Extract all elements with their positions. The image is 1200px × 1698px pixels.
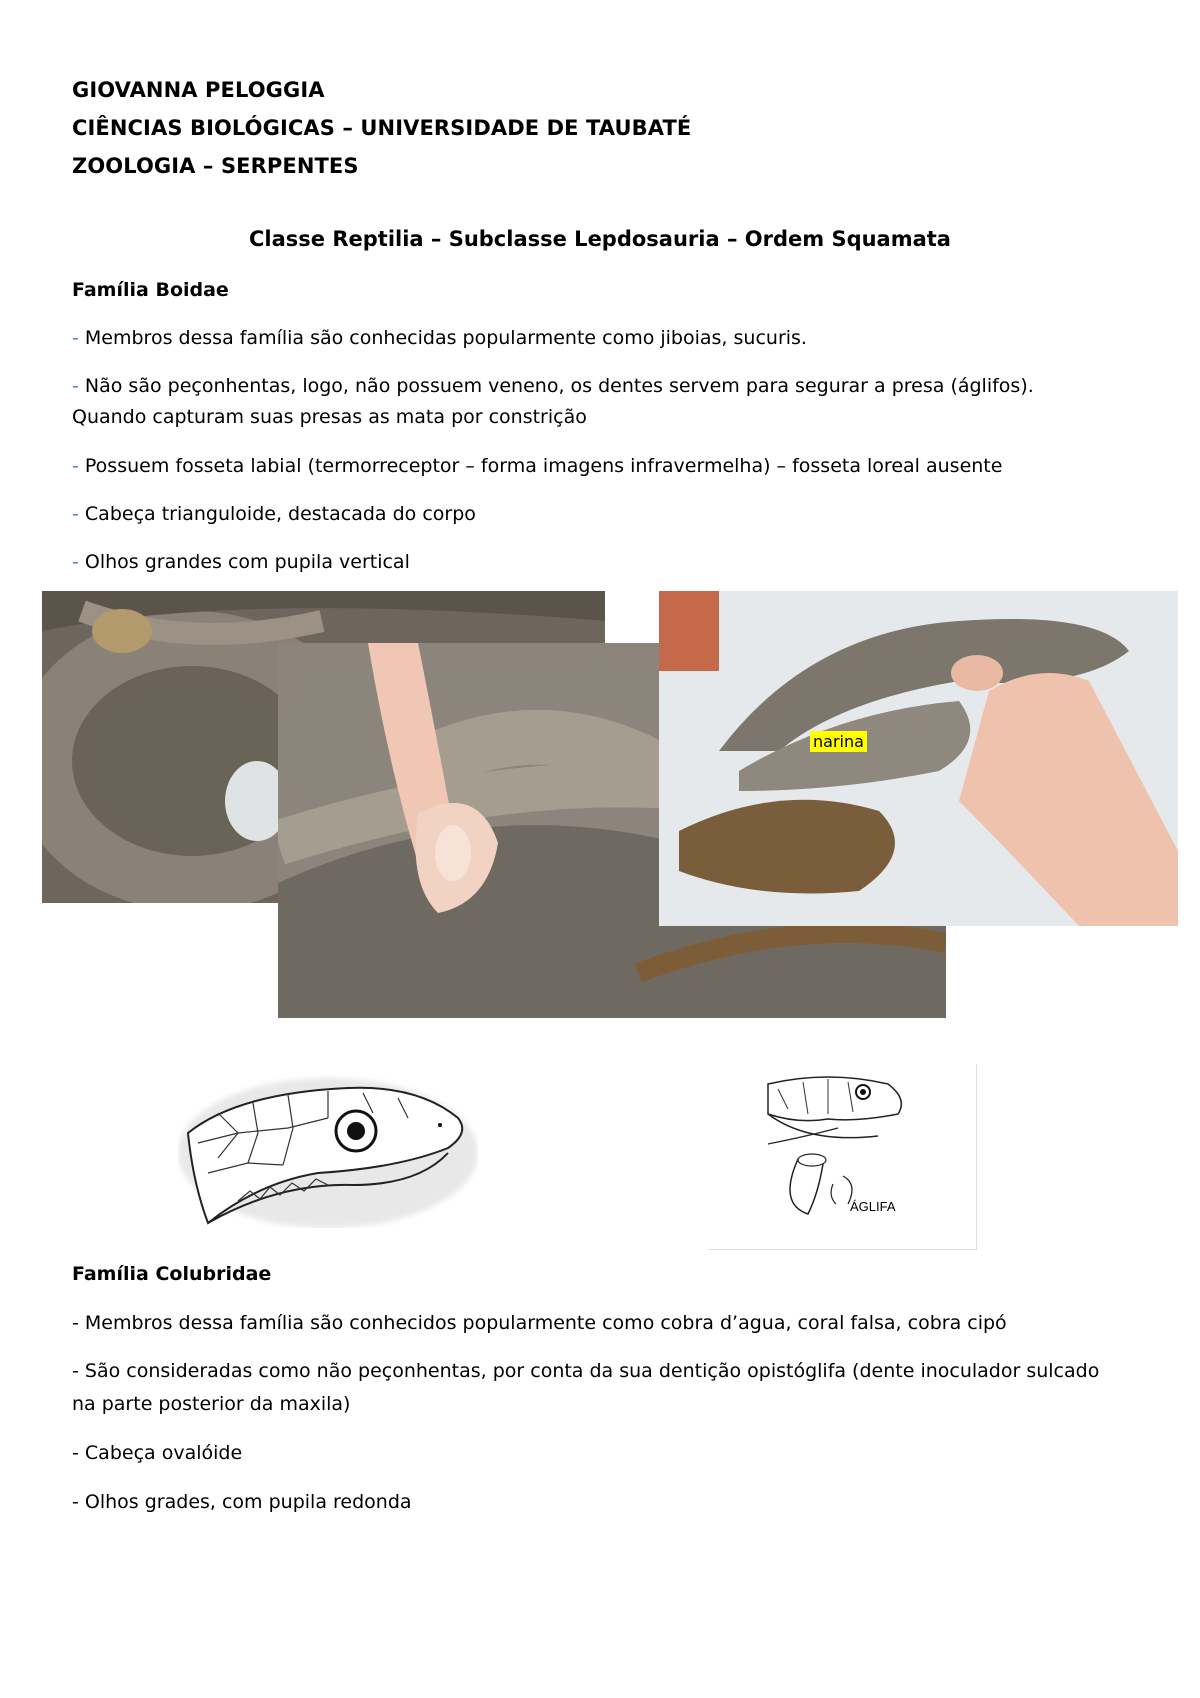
- aglyph-dentition-drawing: [708, 1064, 977, 1250]
- colubridae-item-2-cont: na parte posterior da maxila): [72, 1393, 351, 1415]
- boidae-title: Família Boidae: [72, 279, 229, 301]
- nostril-label: narina: [810, 731, 867, 752]
- snake-head-drawing: [178, 1073, 478, 1228]
- boidae-item-4: - Cabeça trianguloide, destacada do corpo: [72, 503, 476, 525]
- boidae-item-1: - Membros dessa família são conhecidas popularmente como jiboias, sucuris.: [72, 327, 807, 349]
- colubridae-item-2: - São consideradas como não peçonhentas, por conta da sua dentição opistóglifa (dente inoculador sulcado: [72, 1360, 1100, 1382]
- classification-heading: Classe Reptilia – Subclasse Lepdosauria – Ordem Squamata: [249, 227, 951, 251]
- colubridae-title: Família Colubridae: [72, 1263, 272, 1285]
- course-line: CIÊNCIAS BIOLÓGICAS – UNIVERSIDADE DE TAUBATÉ: [72, 116, 692, 140]
- colubridae-item-1: - Membros dessa família são conhecidos popularmente como cobra d’agua, coral falsa, cobra cipó: [72, 1312, 1007, 1334]
- boidae-item-3: - Possuem fosseta labial (termorreceptor – forma imagens infravermelha) – fosseta loreal ausente: [72, 455, 1003, 477]
- boidae-item-5: - Olhos grandes com pupila vertical: [72, 551, 410, 573]
- subject-line: ZOOLOGIA – SERPENTES: [72, 154, 359, 178]
- boidae-item-2: - Não são peçonhentas, logo, não possuem veneno, os dentes servem para segurar a presa (áglifos).: [72, 375, 1034, 397]
- colubridae-item-4: - Olhos grades, com pupila redonda: [72, 1491, 412, 1513]
- boidae-item-2-cont: Quando capturam suas presas as mata por constrição: [72, 406, 587, 428]
- colubridae-item-3: - Cabeça ovalóide: [72, 1442, 243, 1464]
- snake-photo-nostril: [659, 591, 1178, 926]
- aglifa-label: ÁGLIFA: [850, 1199, 896, 1214]
- author-name: GIOVANNA PELOGGIA: [72, 78, 325, 102]
